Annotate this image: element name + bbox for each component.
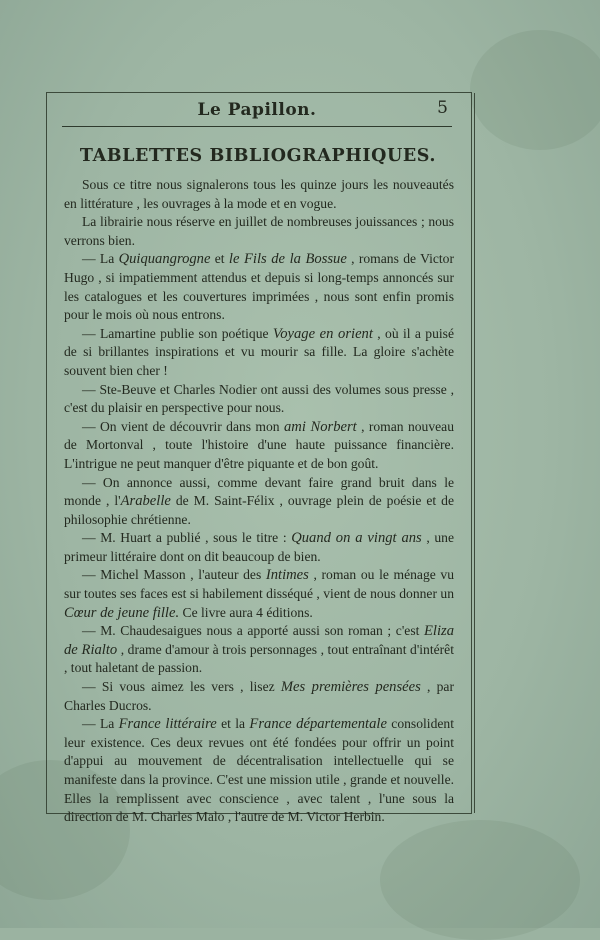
text-run: — M. Chaudesaigues nous a apporté aussi son roman ; c'est — [82, 623, 424, 639]
text-run: — La — [82, 716, 119, 732]
italic-title: Mes premières pensées — [280, 679, 421, 696]
article-paragraph — [64, 213, 454, 250]
italic-title: France départementale — [249, 716, 387, 733]
italic-title: Quiquangrogne — [118, 251, 211, 268]
article-paragraph — [64, 325, 454, 381]
italic-title: Intimes — [265, 567, 309, 584]
running-header — [62, 96, 452, 126]
header-rule — [62, 126, 452, 127]
text-run: de M. Saint-Félix , ouvrage plein de poésie et de philosophie chrétienne. — [64, 493, 454, 527]
running-title: Le Papillon. — [197, 100, 317, 120]
paper-stain — [470, 30, 600, 150]
text-run: et la — [216, 716, 250, 732]
text-run: — Lamartine publie son poétique — [82, 325, 273, 341]
text-run: , roman nouveau de Mortonval , toute l'histoire d'une haute puissance financière. L'intrigue ne peut manquer d'être piquante et de bon goût. — [64, 418, 455, 471]
article-paragraph — [64, 176, 454, 213]
article-paragraph — [64, 678, 454, 715]
paper-stain — [380, 820, 580, 940]
article-paragraph — [64, 250, 454, 324]
article-paragraph — [64, 381, 454, 418]
text-run: , roman ou le ménage vu sur toutes ses faces est si habilement disséqué , vient de nous donner un — [64, 567, 454, 602]
article-paragraph — [64, 529, 454, 566]
article-paragraph — [64, 474, 454, 530]
text-run: — Ste-Beuve et Charles Nodier ont aussi des volumes sous presse , c'est du plaisir en perspective pour nous. — [64, 381, 454, 416]
text-run: , où il a puisé de si brillantes inspirations et vu mourir sa fille. La gloire s'achète souvent bien cher ! — [64, 325, 454, 378]
italic-title: France littéraire — [118, 716, 217, 733]
page-number: 5 — [437, 98, 448, 118]
italic-title: Quand on a vingt ans — [291, 530, 422, 547]
text-run: , par Charles Ducros. — [64, 679, 454, 713]
article-heading: TABLETTES BIBLIOGRAPHIQUES. — [79, 146, 437, 166]
text-run: Sous ce titre nous signalerons tous les quinze jours les nouveautés en littérature , les ouvrages à la mode et en vogue. — [64, 177, 454, 211]
text-run: consolident leur existence. Ces deux revues ont été fondées pour offrir un point d'appui au mouvement de décentralisation intellectuelle qui se manifeste dans la province. C'est une mission utile , grande et nouvelle. Elles la remplissent avec conscience , avec talent , l'une sous la direction de M. Charles Malo , l'autre de M. Victor Herbin. — [64, 716, 454, 825]
text-run: La librairie nous réserve en juillet de nombreuses jouissances ; nous verrons bien. — [64, 214, 454, 248]
italic-title: Voyage en orient — [272, 325, 373, 342]
text-run: Ce livre aura 4 éditions. — [179, 604, 313, 620]
text-run: — Michel Masson , l'auteur des — [82, 567, 266, 583]
italic-title: Cœur de jeune fille. — [64, 604, 180, 621]
text-run: , une primeur littéraire dont on dit beaucoup de bien. — [64, 530, 455, 564]
text-run: — Si vous aimez les vers , lisez — [82, 679, 281, 695]
text-run: , drame d'amour à trois personnages , tout entraînant d'intérêt , tout haletant de passion. — [64, 641, 454, 676]
text-run: — M. Huart a publié , sous le titre : — [82, 530, 292, 546]
italic-title: ami Norbert — [283, 418, 357, 435]
text-run: , romans de Victor Hugo , si impatiemment attendus et depuis si long-temps annoncés sur les catalogues et les couvertures imprimées , nous sont enfin promis pour le mois où nous entrons. — [64, 251, 454, 323]
text-run: — On vient de découvrir dans mon — [82, 418, 284, 434]
article-paragraph — [64, 715, 454, 827]
article-paragraph — [64, 622, 454, 678]
text-run: — La — [82, 251, 119, 267]
text-run: et — [210, 251, 229, 267]
italic-title: le Fils de la Bossue — [228, 251, 347, 268]
article-paragraph — [64, 566, 454, 622]
article-body — [64, 176, 454, 827]
text-run: — On annonce aussi, comme devant faire grand bruit dans le monde , l' — [64, 474, 454, 509]
italic-title: Eliza de Rialto — [64, 623, 454, 658]
italic-title: Arabelle — [120, 493, 171, 510]
article-paragraph — [64, 418, 454, 474]
